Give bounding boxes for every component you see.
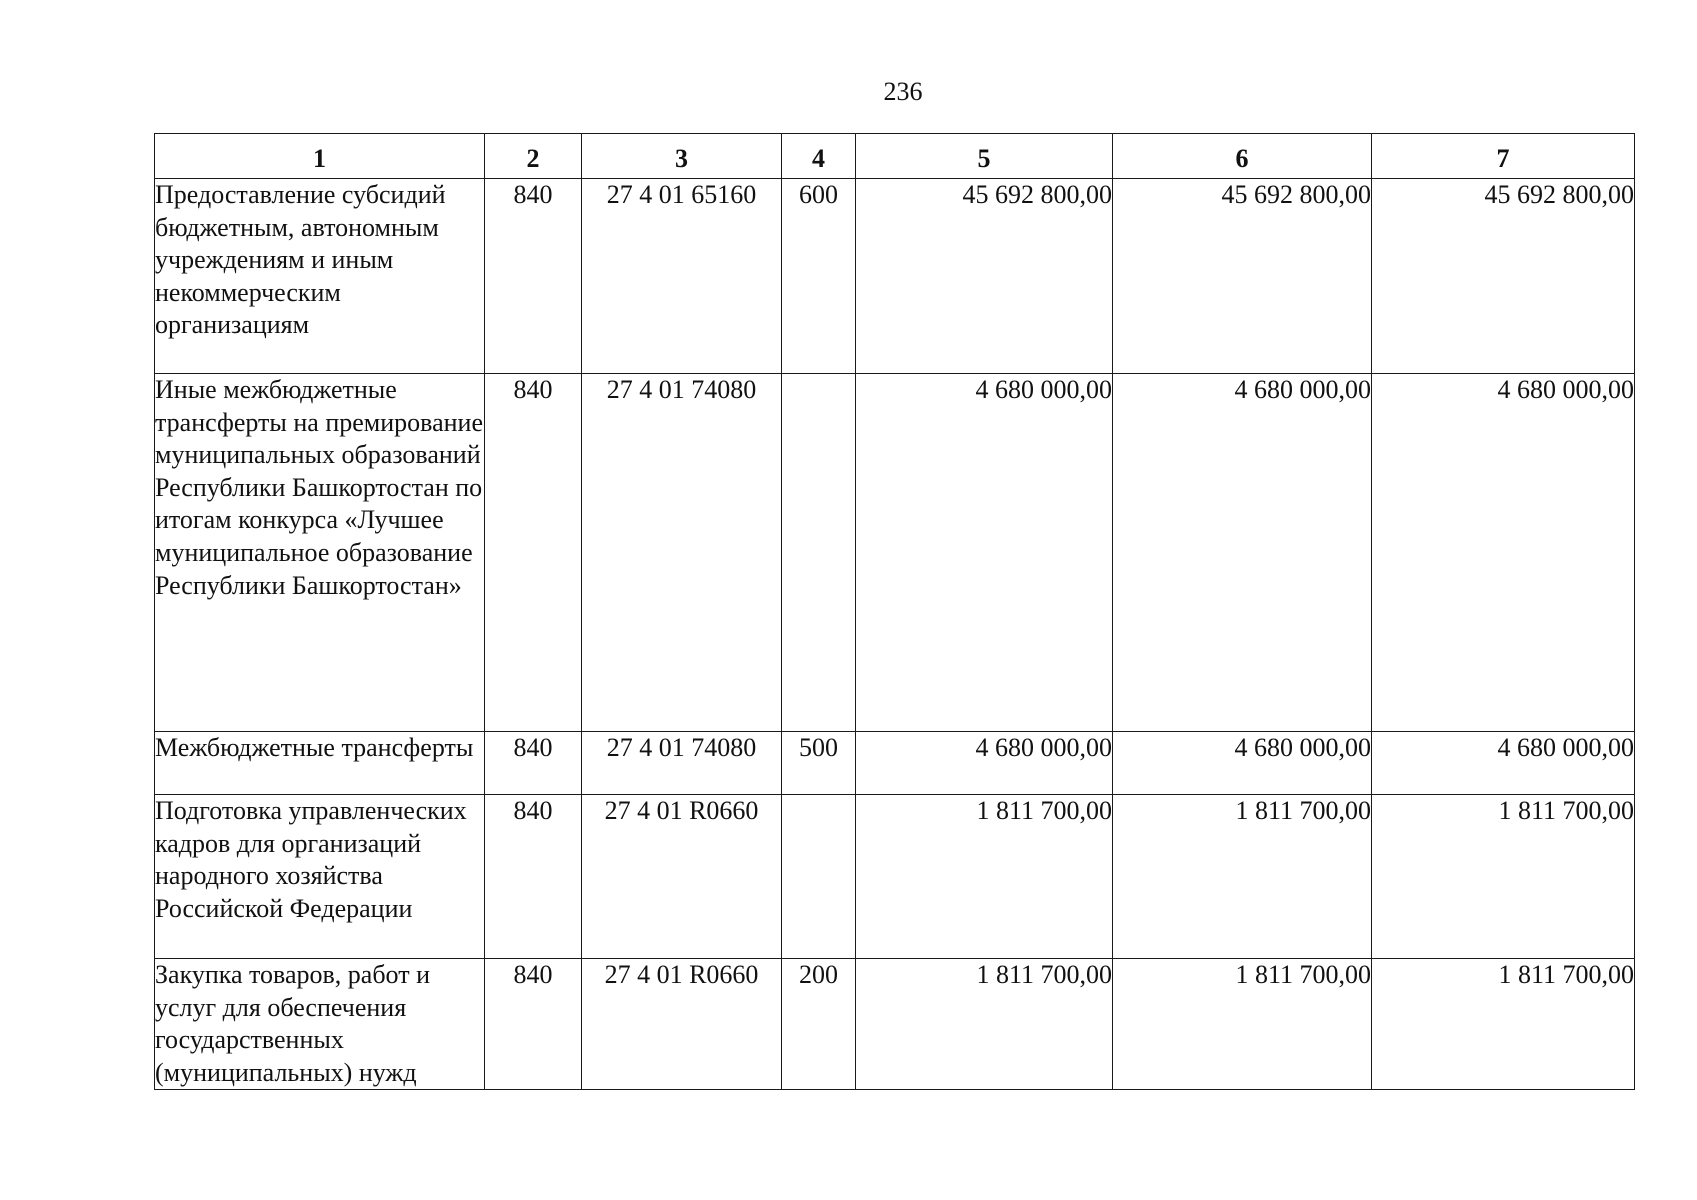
target-article-code: 27 4 01 74080 bbox=[582, 374, 782, 732]
column-header: 1 bbox=[155, 134, 485, 179]
department-code: 840 bbox=[485, 959, 582, 1090]
target-article-code: 27 4 01 R0660 bbox=[582, 795, 782, 959]
target-article-code: 27 4 01 74080 bbox=[582, 732, 782, 795]
item-name: Межбюджетные трансферты bbox=[155, 732, 485, 795]
expense-type-code: 200 bbox=[782, 959, 856, 1090]
amount-col6: 45 692 800,00 bbox=[1113, 179, 1372, 374]
header-row bbox=[155, 134, 1635, 179]
amount-col5: 1 811 700,00 bbox=[856, 959, 1113, 1090]
expense-type-code bbox=[782, 795, 856, 959]
column-header: 6 bbox=[1113, 134, 1372, 179]
amount-col6: 4 680 000,00 bbox=[1113, 732, 1372, 795]
amount-col7: 45 692 800,00 bbox=[1372, 179, 1635, 374]
column-header: 7 bbox=[1372, 134, 1635, 179]
amount-col7: 1 811 700,00 bbox=[1372, 959, 1635, 1090]
amount-col5: 4 680 000,00 bbox=[856, 732, 1113, 795]
department-code: 840 bbox=[485, 795, 582, 959]
amount-col6: 1 811 700,00 bbox=[1113, 795, 1372, 959]
amount-col7: 4 680 000,00 bbox=[1372, 374, 1635, 732]
column-header: 4 bbox=[782, 134, 856, 179]
table-row bbox=[155, 732, 1635, 795]
item-name: Закупка товаров, работ и услуг для обеспечения государственных (муниципальных) нужд bbox=[155, 959, 485, 1090]
table-row bbox=[155, 959, 1635, 1090]
amount-col6: 1 811 700,00 bbox=[1113, 959, 1372, 1090]
expense-type-code: 600 bbox=[782, 179, 856, 374]
target-article-code: 27 4 01 65160 bbox=[582, 179, 782, 374]
target-article-code: 27 4 01 R0660 bbox=[582, 959, 782, 1090]
table-row bbox=[155, 374, 1635, 732]
department-code: 840 bbox=[485, 374, 582, 732]
expense-type-code: 500 bbox=[782, 732, 856, 795]
table-row bbox=[155, 179, 1635, 374]
page-number: 236 bbox=[883, 77, 923, 106]
amount-col5: 45 692 800,00 bbox=[856, 179, 1113, 374]
amount-col5: 4 680 000,00 bbox=[856, 374, 1113, 732]
table-row bbox=[155, 795, 1635, 959]
item-name: Предоставление субсидий бюджетным, автономным учреждениям и иным некоммерческим организациям bbox=[155, 179, 485, 374]
column-header: 5 bbox=[856, 134, 1113, 179]
budget-table bbox=[154, 133, 1635, 1090]
column-header: 3 bbox=[582, 134, 782, 179]
amount-col7: 4 680 000,00 bbox=[1372, 732, 1635, 795]
amount-col7: 1 811 700,00 bbox=[1372, 795, 1635, 959]
expense-type-code bbox=[782, 374, 856, 732]
department-code: 840 bbox=[485, 732, 582, 795]
amount-col6: 4 680 000,00 bbox=[1113, 374, 1372, 732]
amount-col5: 1 811 700,00 bbox=[856, 795, 1113, 959]
department-code: 840 bbox=[485, 179, 582, 374]
item-name: Подготовка управленческих кадров для организаций народного хозяйства Российской Федерации bbox=[155, 795, 485, 959]
column-header: 2 bbox=[485, 134, 582, 179]
item-name: Иные межбюджетные трансферты на премирование муниципальных образований Республики Башкортостан по итогам конкурса «Лучшее муниципальное образование Республики Башкортостан» bbox=[155, 374, 485, 732]
